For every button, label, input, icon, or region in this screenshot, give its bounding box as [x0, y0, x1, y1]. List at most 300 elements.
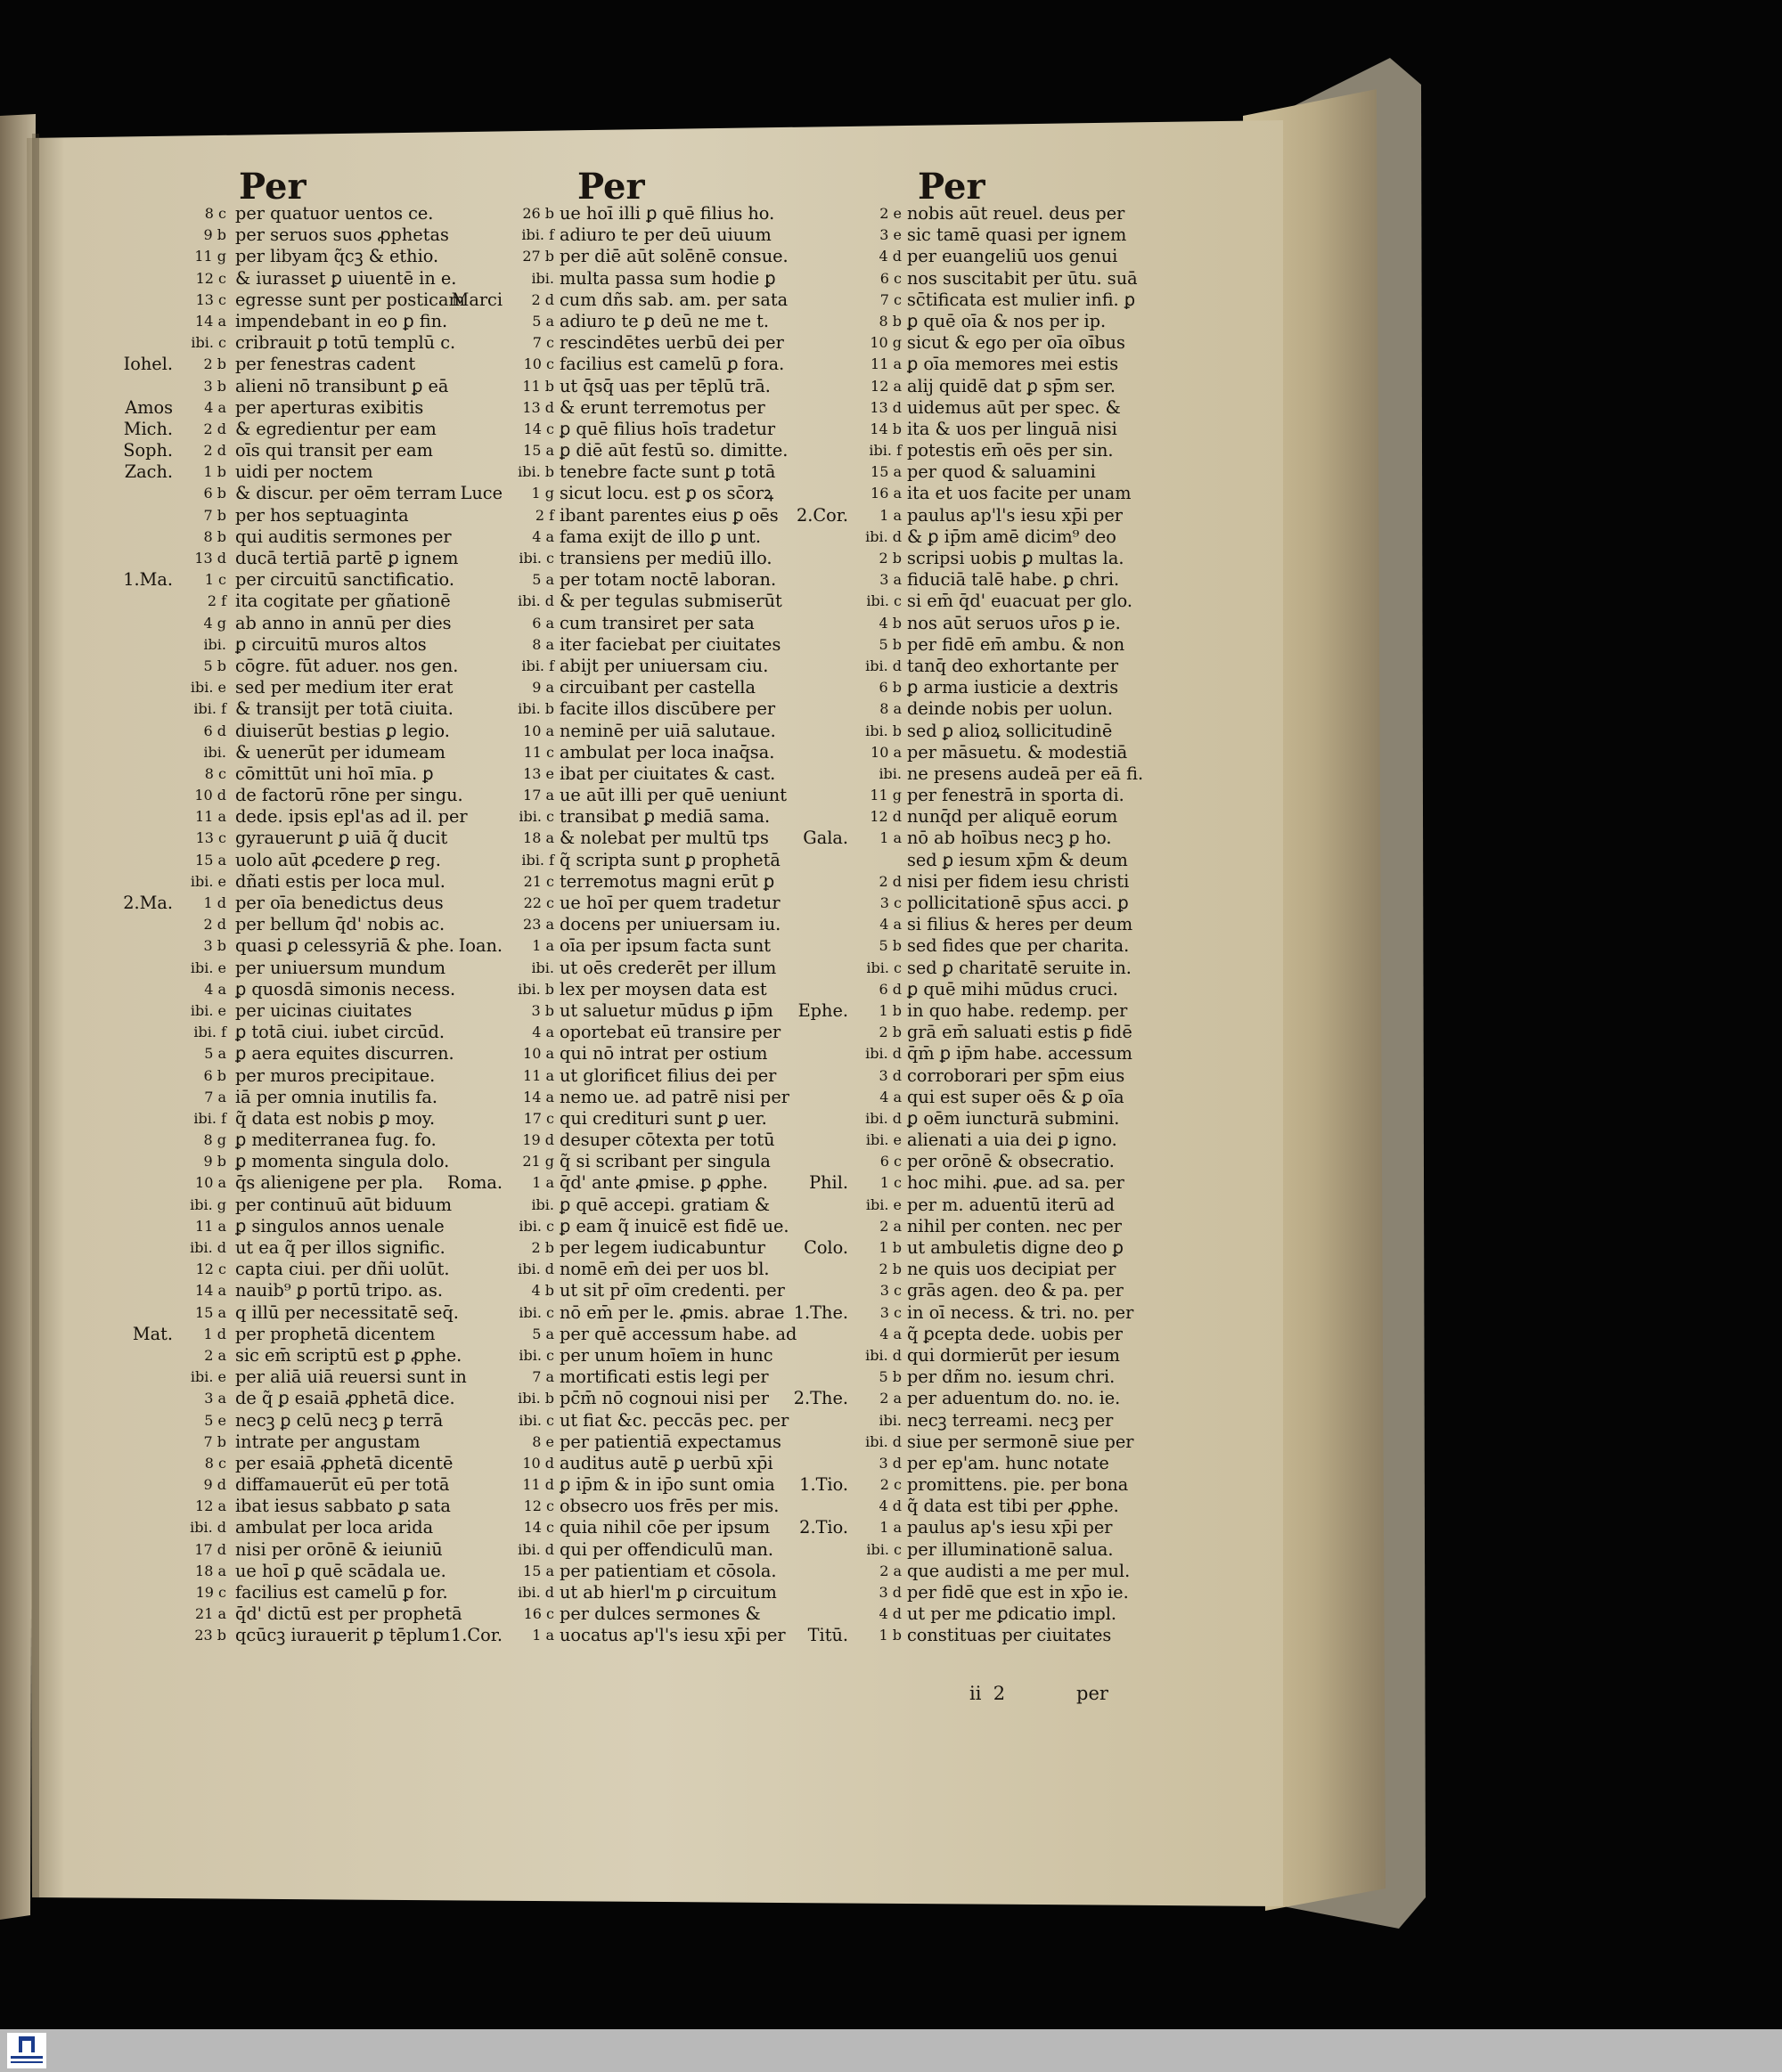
book-abbreviation: 1.Cor.	[451, 1625, 503, 1646]
entry-text: grā em̄ saluati estis ꝑ fidē	[907, 1022, 1132, 1043]
chapter-reference: 14 b	[870, 420, 902, 437]
entry-text: q illū per necessitatē seq̄.	[235, 1301, 459, 1323]
chapter-reference: 5 a	[532, 571, 554, 589]
chapter-reference: 15 a	[195, 1303, 226, 1321]
entry-text: q̃ data est nobis ꝑ moy.	[235, 1107, 436, 1129]
chapter-reference: ibi. f	[193, 700, 226, 718]
entry-text: intrate per angustam	[235, 1431, 421, 1452]
entry-text: grās agen. deo & pa. per	[907, 1280, 1124, 1301]
entry-text: pc̄m̄ nō cognoui nisi per	[560, 1388, 769, 1409]
library-logo-icon	[7, 2033, 46, 2068]
entry-text: & iurasset ꝑ uiuentē in e.	[235, 267, 457, 289]
entry-text: diuiserūt bestias ꝑ legio.	[235, 720, 450, 741]
entry-text: cum dñs sab. am. per sata	[560, 289, 789, 310]
chapter-reference: ibi. d	[865, 1346, 902, 1364]
entry-text: obsecro uos frēs per mis.	[560, 1496, 780, 1517]
chapter-reference: ibi.	[531, 269, 554, 287]
chapter-reference: 6 c	[879, 269, 902, 287]
chapter-reference: 5 b	[203, 657, 226, 674]
entry-text: per fenestras cadent	[235, 354, 416, 375]
entry-text: ꝑ eam q̃ inuicē est fidē ue.	[560, 1215, 789, 1236]
chapter-reference: ibi.	[879, 764, 902, 782]
entry-text: per prophetā dicentem	[235, 1323, 436, 1344]
entry-text: q̄d' dictū est per prophetā	[235, 1603, 462, 1625]
chapter-reference: 4 a	[204, 980, 226, 998]
chapter-reference: 22 c	[523, 894, 554, 911]
book-abbreviation: Iohel.	[123, 354, 173, 375]
entry-text: sed ꝑ alioꝝ sollicitudinē	[907, 720, 1113, 741]
chapter-reference: 3 e	[879, 226, 902, 244]
entry-text: per orōnē & obsecratio.	[907, 1151, 1115, 1172]
entry-text: q̃ scripta sunt ꝑ prophetā	[560, 849, 781, 870]
chapter-reference: 6 a	[532, 614, 554, 632]
book-abbreviation: Ioan.	[458, 935, 503, 957]
chapter-reference: 2 b	[879, 1260, 902, 1278]
chapter-reference: ibi. f	[193, 1109, 226, 1127]
entry-text: ꝑ totā ciui. iubet circūd.	[235, 1022, 445, 1043]
chapter-reference: 3 d	[879, 1454, 902, 1472]
chapter-reference: 12 c	[523, 1497, 554, 1515]
chapter-reference: 10 d	[194, 787, 226, 804]
entry-text: per uicinas ciuitates	[235, 999, 413, 1021]
chapter-reference: 7 a	[204, 1088, 226, 1105]
entry-text: promittens. pie. per bona	[907, 1474, 1129, 1496]
entry-text: per quē accessum habe. ad	[560, 1323, 797, 1344]
chapter-reference: ibi. f	[521, 657, 554, 674]
book-abbreviation: Mich.	[123, 418, 173, 439]
chapter-reference: 8 e	[532, 1432, 554, 1450]
entry-text: ibant parentes eius ꝑ oēs	[560, 504, 779, 526]
chapter-reference: ibi.	[531, 959, 554, 976]
chapter-reference: 12 c	[195, 1260, 226, 1278]
chapter-reference: 2 f	[535, 506, 554, 524]
entry-text: iā per omnia inutilis fa.	[235, 1086, 438, 1107]
running-head-right: Per	[918, 166, 985, 208]
chapter-reference: ibi. d	[865, 1432, 902, 1450]
entry-text: sicut locu. est ꝑ os sc̄orꝝ	[560, 483, 774, 504]
chapter-reference: 4 a	[879, 1325, 902, 1342]
chapter-reference: 1 c	[879, 1174, 902, 1192]
chapter-reference: ibi. d	[518, 1540, 554, 1558]
entry-text: ut per me ꝑdicatio impl.	[907, 1603, 1116, 1625]
entry-text: qui nō intrat per ostium	[560, 1043, 768, 1065]
entry-text: per m. aduentū iterū ad	[907, 1194, 1115, 1215]
entry-text: qui auditis sermones per	[235, 526, 452, 547]
entry-text: lex per moysen data est	[560, 978, 767, 999]
book-abbreviation: Ephe.	[797, 999, 848, 1021]
chapter-reference: 6 b	[203, 1066, 226, 1084]
entry-text: qui est super oēs & ꝑ oīa	[907, 1086, 1124, 1107]
running-head-left: Per	[239, 166, 307, 208]
entry-text: egresse sunt per posticam	[235, 289, 465, 310]
chapter-reference: 13 e	[523, 764, 554, 782]
entry-text: quasi ꝑ celessyriā & phe.	[235, 935, 454, 957]
chapter-reference: ibi. c	[519, 1303, 554, 1321]
entry-text: abijt per uniuersam ciu.	[560, 655, 769, 676]
entry-text: nō em̄ per le. ꝓmis. abrae	[560, 1301, 785, 1323]
chapter-reference: 15 a	[871, 463, 902, 481]
chapter-reference: 14 a	[195, 1282, 226, 1300]
entry-text: ut ab hierl'm ꝑ circuitum	[560, 1582, 777, 1603]
entry-text: dñati estis per loca mul.	[235, 870, 446, 892]
chapter-reference: 9 a	[532, 679, 554, 697]
entry-text: de q̃ ꝑ esaiā ꝓphetā dice.	[235, 1388, 455, 1409]
entry-text: per aduentum do. no. ie.	[907, 1388, 1121, 1409]
entry-text: per unum hoīem in hunc	[560, 1344, 773, 1366]
entry-text: ꝑ quē mihi mūdus cruci.	[907, 978, 1118, 999]
entry-text: ue hoī illi ꝑ quē filius ho.	[560, 203, 775, 224]
chapter-reference: 4 g	[203, 614, 226, 632]
signature-mark: ii 2	[969, 1683, 1006, 1704]
catchword: per	[1076, 1683, 1108, 1704]
book-abbreviation: Phil.	[809, 1172, 848, 1194]
book-abbreviation: Luce	[460, 483, 503, 504]
chapter-reference: ibi. b	[865, 722, 902, 739]
chapter-reference: 1 a	[532, 937, 554, 955]
chapter-reference: 8 a	[532, 635, 554, 653]
entry-text: & ꝑ ip̄m amē dicim⁹ deo	[907, 526, 1116, 547]
entry-text: ut ambuletis digne deo ꝑ	[907, 1237, 1124, 1258]
chapter-reference: 11 g	[870, 787, 902, 804]
entry-text: & erunt terremotus per	[560, 396, 765, 418]
book-abbreviation: Titū.	[807, 1625, 848, 1646]
viewer-footer-bar	[0, 2029, 1782, 2072]
chapter-reference: ibi. c	[191, 334, 226, 352]
chapter-reference: 5 e	[204, 1411, 226, 1429]
entry-text: per legem iudicabuntur	[560, 1237, 765, 1258]
chapter-reference: 10 c	[523, 355, 554, 373]
entry-text: quia nihil cōe per ipsum	[560, 1517, 771, 1538]
entry-text: iter faciebat per ciuitates	[560, 633, 781, 655]
entry-text: qui per offendiculū man.	[560, 1538, 774, 1560]
entry-text: rescindētes uerbū dei per	[560, 332, 784, 354]
chapter-reference: ibi. b	[518, 463, 554, 481]
chapter-reference: 4 d	[879, 248, 902, 265]
entry-text: ꝑ oēm iuncturā submini.	[907, 1107, 1120, 1129]
chapter-reference: 1 b	[879, 1627, 902, 1644]
chapter-reference: 2 d	[203, 442, 226, 460]
entry-text: ibat iesus sabbato ꝑ sata	[235, 1496, 451, 1517]
entry-text: ꝑ circuitū muros altos	[235, 633, 427, 655]
book-abbreviation: 1.The.	[793, 1301, 848, 1323]
chapter-reference: 21 c	[523, 872, 554, 890]
entry-text: per aperturas exibitis	[235, 396, 424, 418]
entry-text: sed fides que per charita.	[907, 935, 1130, 957]
entry-text: per aliā uiā reuersi sunt in	[235, 1366, 467, 1388]
entry-text: si filius & heres per deum	[907, 914, 1133, 935]
entry-text: per muros precipitaue.	[235, 1065, 436, 1086]
book-abbreviation: 2.Ma.	[123, 893, 173, 913]
entry-text: ut glorificet filius dei per	[560, 1065, 777, 1086]
chapter-reference: 11 a	[195, 808, 226, 826]
entry-text: & discur. per oēm terram	[235, 483, 457, 504]
chapter-reference: 10 a	[523, 722, 554, 739]
chapter-reference: 10 g	[870, 334, 902, 352]
running-head-middle: Per	[577, 166, 645, 208]
entry-text: per circuitū sanctificatio.	[235, 569, 454, 591]
chapter-reference: 3 d	[879, 1584, 902, 1601]
entry-text: oīa per ipsum facta sunt	[560, 935, 772, 957]
entry-text: ꝑ aera equites discurren.	[235, 1043, 454, 1065]
book-abbreviation: 2.The.	[793, 1388, 848, 1409]
entry-text: si em̄ q̄d' euacuat per glo.	[907, 591, 1133, 612]
chapter-reference: ibi. d	[190, 1519, 226, 1537]
entry-text: cum transiret per sata	[560, 612, 755, 633]
entry-text: per euangeliū uos genui	[907, 246, 1118, 267]
entry-text: ꝑ quē oīa & nos per ip.	[907, 310, 1107, 331]
entry-text: per quod & saluamini	[907, 461, 1096, 483]
entry-text: nos suscitabit per ūtu. suā	[907, 267, 1138, 289]
entry-text: q̃ si scribant per singula	[560, 1151, 771, 1172]
chapter-reference: 1 g	[531, 485, 554, 502]
entry-text: necꝫ terreami. necꝫ per	[907, 1409, 1114, 1431]
chapter-reference: 2 a	[879, 1217, 902, 1235]
chapter-reference: ibi. d	[518, 592, 554, 610]
chapter-reference: 13 d	[194, 550, 226, 567]
book-abbreviation: 1.Ma.	[123, 569, 173, 591]
chapter-reference: ibi. g	[190, 1195, 226, 1213]
chapter-reference: 17 d	[194, 1540, 226, 1558]
chapter-reference: 8 c	[204, 1454, 226, 1472]
chapter-reference: 6 b	[879, 679, 902, 697]
chapter-reference: 1 a	[532, 1174, 554, 1192]
chapter-reference: 7 c	[532, 334, 554, 352]
chapter-reference: ibi.	[531, 1195, 554, 1213]
chapter-reference: 1 a	[879, 506, 902, 524]
entry-text: alienati a uia dei ꝑ igno.	[907, 1130, 1117, 1151]
chapter-reference: ibi. d	[865, 657, 902, 674]
entry-text: ꝑ ip̄m & in ip̄o sunt omia	[560, 1474, 775, 1496]
entry-text: ne presens audeā per eā fi.	[907, 763, 1144, 784]
chapter-reference: 13 d	[870, 398, 902, 416]
entry-text: ita cogitate per gñationē	[235, 591, 451, 612]
chapter-reference: 6 b	[203, 485, 226, 502]
entry-text: nisi per fidem iesu christi	[907, 870, 1130, 892]
chapter-reference: 5 b	[879, 635, 902, 653]
entry-text: transiens per mediū illo.	[560, 548, 772, 568]
chapter-reference: ibi. d	[865, 527, 902, 545]
entry-text: ue hoī ꝑ quē scādala ue.	[235, 1560, 446, 1581]
chapter-reference: 5 b	[879, 937, 902, 955]
chapter-reference: 18 a	[195, 1562, 226, 1579]
entry-text: sed ꝑ iesum xp̄m & deum	[907, 849, 1128, 870]
entry-text: ita & uos per linguā nisi	[907, 418, 1117, 439]
chapter-reference: ibi. f	[521, 226, 554, 244]
chapter-reference: 4 d	[879, 1605, 902, 1623]
chapter-reference: 14 a	[195, 312, 226, 330]
chapter-reference: 12 d	[870, 808, 902, 826]
chapter-reference: 8 c	[204, 205, 226, 222]
chapter-reference: 8 b	[203, 527, 226, 545]
entry-text: ꝑ diē aūt festū so. dimitte.	[560, 440, 789, 461]
entry-text: & nolebat per multū tps	[560, 828, 769, 849]
entry-text: qui dormierūt per iesum	[907, 1344, 1120, 1366]
entry-text: per fenestrā in sporta di.	[907, 785, 1124, 806]
chapter-reference: 1 c	[204, 571, 226, 589]
entry-text: desuper cōtexta per totū	[560, 1130, 775, 1151]
entry-text: per oīa benedictus deus	[235, 893, 444, 913]
chapter-reference: 2 a	[879, 1390, 902, 1407]
entry-text: per dñm no. iesum chri.	[907, 1366, 1116, 1388]
entry-text: scripsi uobis ꝑ multas la.	[907, 548, 1124, 568]
chapter-reference: ibi. c	[519, 1411, 554, 1429]
entry-text: diffamauerūt eū per totā	[235, 1474, 450, 1496]
entry-text: dede. ipsis epl'as ad il. per	[235, 806, 468, 828]
chapter-reference: 15 a	[523, 442, 554, 460]
entry-text: tanq̄ deo exhortante per	[907, 655, 1119, 676]
chapter-reference: 7 b	[203, 506, 226, 524]
chapter-reference: ibi. b	[518, 980, 554, 998]
entry-text: sic tamē quasi per ignem	[907, 224, 1127, 246]
entry-text: nobis aūt reuel. deus per	[907, 203, 1125, 224]
entry-text: ut saluetur mūdus ꝑ ip̄m	[560, 999, 773, 1021]
chapter-reference: ibi. c	[519, 808, 554, 826]
chapter-reference: 3 b	[203, 377, 226, 395]
chapter-reference: 5 a	[532, 1325, 554, 1342]
entry-text: qui credituri sunt ꝑ uer.	[560, 1107, 767, 1129]
chapter-reference: ibi. d	[190, 1239, 226, 1256]
chapter-reference: 1 a	[532, 1627, 554, 1644]
chapter-reference: ibi. e	[190, 872, 226, 890]
entry-text: per ep'am. hunc notate	[907, 1452, 1109, 1473]
chapter-reference: 2 d	[531, 290, 554, 308]
entry-text: deinde nobis per uolun.	[907, 698, 1114, 720]
chapter-reference: ibi. c	[519, 550, 554, 567]
chapter-reference: 11 a	[195, 1217, 226, 1235]
entry-text: per dulces sermones &	[560, 1603, 761, 1625]
entry-text: in oī necess. & tri. no. per	[907, 1301, 1134, 1323]
chapter-reference: 10 d	[522, 1454, 554, 1472]
entry-text: ue hoī per quem tradetur	[560, 893, 781, 913]
chapter-reference: 2 d	[203, 420, 226, 437]
chapter-reference: 16 c	[523, 1605, 554, 1623]
entry-text: nunq̄d per aliquē eorum	[907, 806, 1118, 828]
chapter-reference: 2 b	[531, 1239, 554, 1256]
entry-text: ꝑ momenta singula dolo.	[235, 1151, 450, 1172]
chapter-reference: 13 d	[522, 398, 554, 416]
entry-text: & transijt per totā ciuita.	[235, 698, 454, 720]
chapter-reference: 4 a	[204, 398, 226, 416]
book-abbreviation: Mat.	[132, 1323, 173, 1344]
entry-text: cōgre. fūt aduer. nos gen.	[235, 655, 459, 676]
entry-text: de factorū rōne per singu.	[235, 785, 463, 806]
entry-text: per uniuersum mundum	[235, 957, 446, 978]
entry-text: ꝑ quosdā simonis necess.	[235, 978, 456, 999]
chapter-reference: 5 b	[879, 1368, 902, 1386]
entry-text: per libyam q̃cꝫ & ethio.	[235, 246, 439, 267]
chapter-reference: 4 b	[879, 614, 902, 632]
entry-text: q̃ data est tibi per ꝓphe.	[907, 1496, 1119, 1517]
entry-text: multa passa sum hodie ꝑ	[560, 267, 776, 289]
chapter-reference: 3 a	[204, 1390, 226, 1407]
chapter-reference: 13 c	[195, 829, 226, 847]
entry-text: ne quis uos decipiat per	[907, 1259, 1116, 1280]
chapter-reference: 6 d	[203, 722, 226, 739]
entry-text: ambulat per loca arida	[235, 1517, 434, 1538]
entry-text: nemo ue. ad patrē nisi per	[560, 1086, 789, 1107]
chapter-reference: 2 b	[203, 355, 226, 373]
book-abbreviation: Soph.	[123, 440, 173, 461]
chapter-reference: 2 b	[879, 550, 902, 567]
entry-text: que audisti a me per mul.	[907, 1560, 1131, 1581]
chapter-reference: 2 b	[879, 1024, 902, 1041]
entry-text: hoc mihi. ꝓue. ad sa. per	[907, 1172, 1124, 1194]
chapter-reference: ibi. c	[866, 959, 902, 976]
entry-text: sicut & ego per oīa oībus	[907, 332, 1125, 354]
entry-text: qcūcꝫ iurauerit ꝑ tēplum	[235, 1625, 451, 1646]
entry-text: facite illos discūbere per	[560, 698, 776, 720]
chapter-reference: 11 b	[522, 377, 554, 395]
chapter-reference: 21 g	[522, 1153, 554, 1171]
chapter-reference: ibi. d	[865, 1045, 902, 1063]
entry-text: ut oēs crederēt per illum	[560, 957, 777, 978]
chapter-reference: ibi. d	[518, 1260, 554, 1278]
chapter-reference: ibi. f	[193, 1024, 226, 1041]
entry-text: per illuminationē salua.	[907, 1538, 1114, 1560]
entry-text: uidi per noctem	[235, 461, 373, 483]
entry-text: nihil per conten. nec per	[907, 1215, 1122, 1236]
entry-text: per fidē em̄ ambu. & non	[907, 633, 1125, 655]
chapter-reference: 9 d	[203, 1476, 226, 1494]
chapter-reference: 10 a	[523, 1045, 554, 1063]
chapter-reference: 4 d	[879, 1497, 902, 1515]
chapter-reference: 3 b	[531, 1001, 554, 1019]
entry-text: fiduciā talē habe. ꝑ chri.	[907, 569, 1120, 591]
chapter-reference: 8 g	[203, 1131, 226, 1149]
chapter-reference: 2 a	[879, 1562, 902, 1579]
entry-text: ut ea q̃ per illos signific.	[235, 1237, 446, 1258]
chapter-reference: 19 d	[522, 1131, 554, 1149]
chapter-reference: 9 b	[203, 1153, 226, 1171]
entry-text: paulus ap's iesu xp̄i per	[907, 1517, 1113, 1538]
chapter-reference: 8 a	[879, 700, 902, 718]
book-abbreviation: Amos	[125, 396, 173, 418]
entry-text: fama exijt de illo ꝑ unt.	[560, 526, 762, 547]
entry-text: ducā tertiā partē ꝑ ignem	[235, 548, 459, 568]
entry-text: auditus autē ꝑ uerbū xp̄i	[560, 1452, 773, 1473]
chapter-reference: 17 c	[523, 1109, 554, 1127]
entry-text: nomē em̄ dei per uos bl.	[560, 1259, 770, 1280]
chapter-reference: 2 a	[204, 1346, 226, 1364]
entry-text: q̄s alienigene per pla.	[235, 1172, 424, 1194]
chapter-reference: 1 a	[879, 829, 902, 847]
entry-text: & egredientur per eam	[235, 418, 437, 439]
entry-text: ꝑ oīa memores mei estis	[907, 354, 1119, 375]
chapter-reference: 12 a	[871, 377, 902, 395]
entry-text: adiuro te per deū uiuum	[560, 224, 772, 246]
entry-text: sic em̄ scriptū est ꝑ ꝓphe.	[235, 1344, 462, 1366]
entry-text: ꝑ singulos annos uenale	[235, 1215, 445, 1236]
entry-text: necꝫ ꝑ celū necꝫ ꝑ terrā	[235, 1409, 444, 1431]
entry-text: alij quidē dat ꝑ sp̄m ser.	[907, 375, 1116, 396]
entry-text: per hos septuaginta	[235, 504, 409, 526]
chapter-reference: ibi.	[203, 635, 226, 653]
chapter-reference: 4 a	[532, 527, 554, 545]
entry-text: docens per uniuersam iu.	[560, 914, 781, 935]
entry-text: per quatuor uentos ce.	[235, 203, 434, 224]
chapter-reference: 23 b	[194, 1627, 226, 1644]
chapter-reference: 7 b	[203, 1432, 226, 1450]
chapter-reference: ibi. e	[865, 1195, 902, 1213]
chapter-reference: 2 d	[203, 916, 226, 934]
chapter-reference: 3 c	[879, 1282, 902, 1300]
book-abbreviation: Roma.	[446, 1172, 503, 1194]
book-abbreviation: 1.Tio.	[799, 1474, 848, 1496]
entry-text: ꝑ arma iusticie a dextris	[907, 677, 1119, 698]
entry-text: facilius est camelū ꝑ for.	[235, 1582, 448, 1603]
chapter-reference: 2 e	[879, 205, 902, 222]
entry-text: ut q̄sq̄ uas per tēplū trā.	[560, 375, 771, 396]
